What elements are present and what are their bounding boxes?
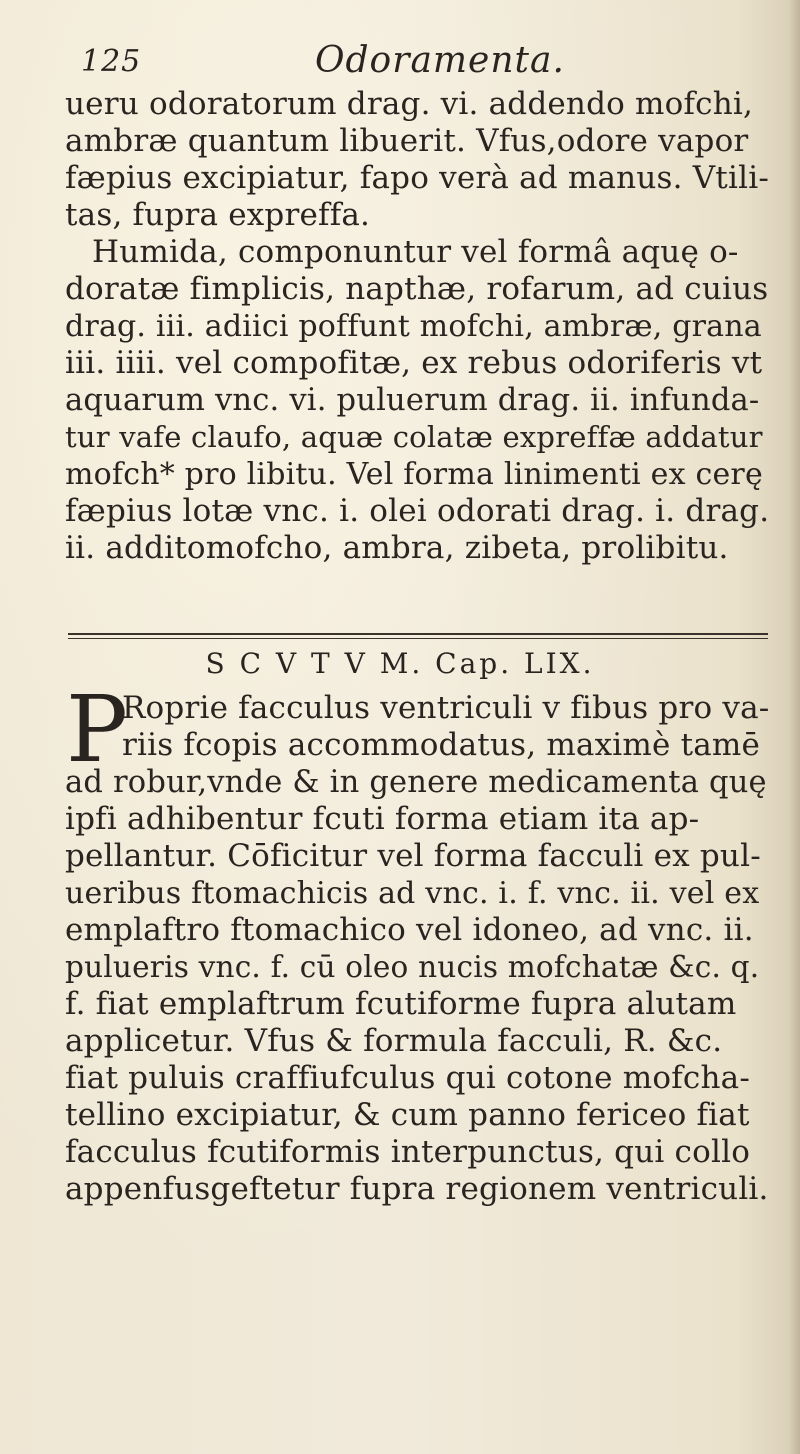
text-line: fiat puluis craffiufculus qui cotone mofcha- [65, 1060, 750, 1096]
text-line: ueribus ftomachicis ad vnc. i. f. vnc. ii. vel ex [65, 876, 760, 911]
page-edge-shadow [788, 0, 800, 1454]
drop-cap: P [66, 676, 128, 783]
text-line: tellino excipiatur, & cum panno fericeo fiat [65, 1097, 750, 1133]
text-line: ad robur,vnde & in genere medicamenta quę [65, 765, 767, 800]
text-line: riis fcopis accommodatus, maximè tamē [122, 727, 761, 763]
text-line: fæpius lotæ vnc. i. olei odorati drag. i. drag. [65, 493, 770, 529]
page-number: 125 [81, 44, 142, 79]
running-title: Odoramenta. [315, 40, 565, 81]
text-line: mofch* pro libitu. Vel forma linimenti ex cerę [65, 457, 763, 492]
text-line: Roprie facculus ventriculi v fibus pro va- [122, 690, 770, 726]
text-line: ambræ quantum libuerit. Vfus,odore vapor [65, 123, 749, 159]
page-header [65, 38, 765, 88]
text-line: doratæ fimplicis, napthæ, rofarum, ad cuius [65, 271, 769, 307]
text-line: fæpius excipiatur, fapo verà ad manus. Vtili- [65, 160, 769, 196]
text-line: Humida, componuntur vel formâ aquę o- [92, 234, 739, 270]
chapter-heading: S C V T V M. Cap. LIX. [205, 647, 595, 680]
text-line: f. fiat emplaftrum fcutiforme fupra alutam [65, 986, 737, 1022]
text-line: ueru odoratorum drag. vi. addendo mofchi, [65, 86, 754, 122]
paragraph-scutum [65, 676, 770, 1208]
text-line: ipfi adhibentur fcuti forma etiam ita ap- [65, 801, 700, 837]
paragraph-odoramenta [65, 86, 770, 567]
text-line: emplaftro ftomachico vel idoneo, ad vnc. ii. [65, 912, 754, 948]
section-divider [68, 633, 768, 639]
text-line: aquarum vnc. vi. puluerum drag. ii. infunda- [65, 383, 760, 418]
text-line: applicetur. Vfus & formula facculi, R. &c. [65, 1023, 723, 1059]
text-line: drag. iii. adiici poffunt mofchi, ambræ, grana [65, 309, 762, 344]
text-line: tas, fupra expreffa. [65, 197, 371, 233]
text-line: iii. iiii. vel compofitæ, ex rebus odoriferis vt [65, 345, 763, 381]
text-line: appenfusgeftetur fupra regionem ventriculi. [65, 1171, 769, 1207]
text-line: pulueris vnc. f. cū oleo nucis mofchatæ &c. q. [65, 950, 760, 984]
text-line: pellantur. Cōficitur vel forma facculi ex pul- [65, 838, 761, 874]
text-line: ii. additomofcho, ambra, zibeta, prolibitu. [65, 530, 729, 566]
text-line: facculus fcutiformis interpunctus, qui collo [65, 1134, 751, 1170]
text-line: tur vafe claufo, aquæ colatæ expreffæ addatur [65, 420, 763, 454]
